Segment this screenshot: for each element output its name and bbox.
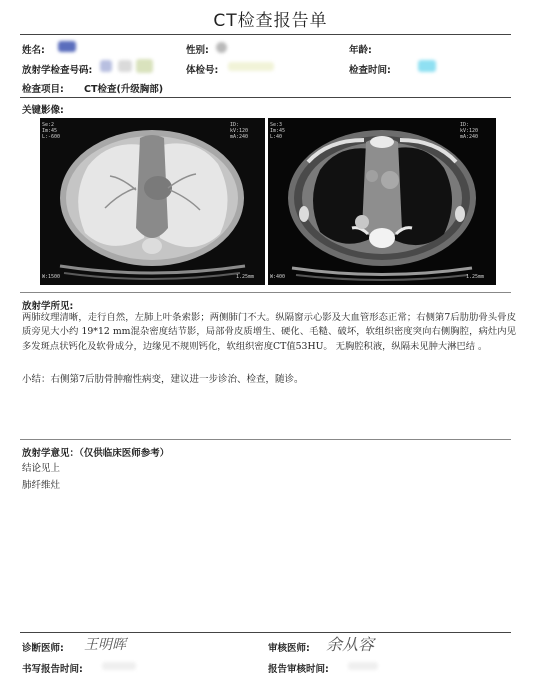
- exam-number-redacted-1: [100, 60, 112, 72]
- reviewing-doctor-label: 审核医师:: [268, 643, 310, 654]
- report-review-time-redacted: [348, 662, 378, 670]
- report-review-time-label: 报告审核时间:: [268, 664, 329, 675]
- svg-text:1.25mm: 1.25mm: [466, 274, 485, 280]
- opinion-line-2: 肺纤维灶: [22, 480, 61, 491]
- svg-text:kV:120: kV:120: [460, 128, 479, 134]
- body-number-redacted: [228, 62, 274, 71]
- exam-item-label: 检查项目:: [22, 84, 64, 95]
- exam-time-redacted: [418, 60, 436, 72]
- svg-text:ID:: ID:: [460, 122, 470, 128]
- diagnosing-doctor-label: 诊断医师:: [22, 643, 64, 654]
- svg-text:Se:2: Se:2: [42, 122, 55, 128]
- exam-number-label: 放射学检查号码:: [22, 65, 93, 76]
- report-write-time-label: 书写报告时间:: [22, 664, 83, 675]
- body-number-label: 体检号:: [186, 65, 219, 76]
- reviewing-doctor-signature: 余从容: [326, 635, 375, 654]
- exam-time-label: 检查时间:: [349, 65, 391, 76]
- name-redacted: [58, 41, 76, 52]
- opinion-line-1: 结论见上: [22, 463, 61, 474]
- exam-item-value: CT检查(升级胸部): [84, 84, 164, 95]
- svg-text:1.25mm: 1.25mm: [236, 274, 255, 280]
- age-label: 年龄:: [349, 45, 372, 56]
- exam-number-redacted-2: [118, 60, 132, 72]
- footer-divider: [20, 632, 511, 633]
- svg-text:kV:120: kV:120: [230, 128, 249, 134]
- svg-text:ID:: ID:: [230, 122, 240, 128]
- name-label: 姓名:: [22, 45, 45, 56]
- report-title: CT检查报告单: [213, 11, 328, 31]
- findings-label: 放射学所见:: [22, 301, 74, 312]
- findings-text: 两肺纹理清晰，走行自然，左肺上叶条索影；两侧肺门不大。纵隔窗示心影及大血管形态正常；右侧第7后肋肋骨头骨皮质旁见大小约 19*12 mm混杂密度结节影，局部骨皮质增生、硬化、毛糙、破坏，软组织密度突向右侧胸腔，病灶内见多发斑点状钙化及软骨成分，边缘见不规则钙化，软组织密度CT值53HU。 无胸腔积液，纵隔未见肿大淋巴结 。: [22, 312, 516, 352]
- svg-text:Im:45: Im:45: [270, 128, 286, 134]
- svg-text:mA:240: mA:240: [460, 134, 479, 140]
- svg-text:W:1500: W:1500: [42, 274, 61, 280]
- gender-label: 性别:: [186, 45, 209, 56]
- svg-text:W:400: W:400: [270, 274, 286, 280]
- svg-text:mA:240: mA:240: [230, 134, 249, 140]
- svg-text:Se:3: Se:3: [270, 122, 283, 128]
- svg-text:L:-600: L:-600: [42, 134, 61, 140]
- svg-text:L:40: L:40: [270, 134, 283, 140]
- images-divider: [20, 292, 511, 293]
- title-divider: [20, 34, 511, 35]
- exam-number-redacted-3: [136, 59, 153, 73]
- gender-redacted: [216, 42, 227, 53]
- ct-image-mediastinal-window: [268, 118, 496, 285]
- diagnosing-doctor-signature: 王明晖: [84, 637, 126, 653]
- info-divider: [20, 97, 511, 98]
- report-write-time-redacted: [102, 662, 136, 670]
- findings-summary: 小结：右侧第7后肋骨肿瘤性病变，建议进一步诊治、检查，随诊。: [22, 374, 304, 385]
- ct-image-lung-window: [40, 118, 265, 285]
- svg-text:Im:45: Im:45: [42, 128, 58, 134]
- key-images-label: 关键影像:: [22, 105, 64, 116]
- opinion-label: 放射学意见：（仅供临床医师参考）: [22, 448, 170, 459]
- findings-divider: [20, 439, 511, 440]
